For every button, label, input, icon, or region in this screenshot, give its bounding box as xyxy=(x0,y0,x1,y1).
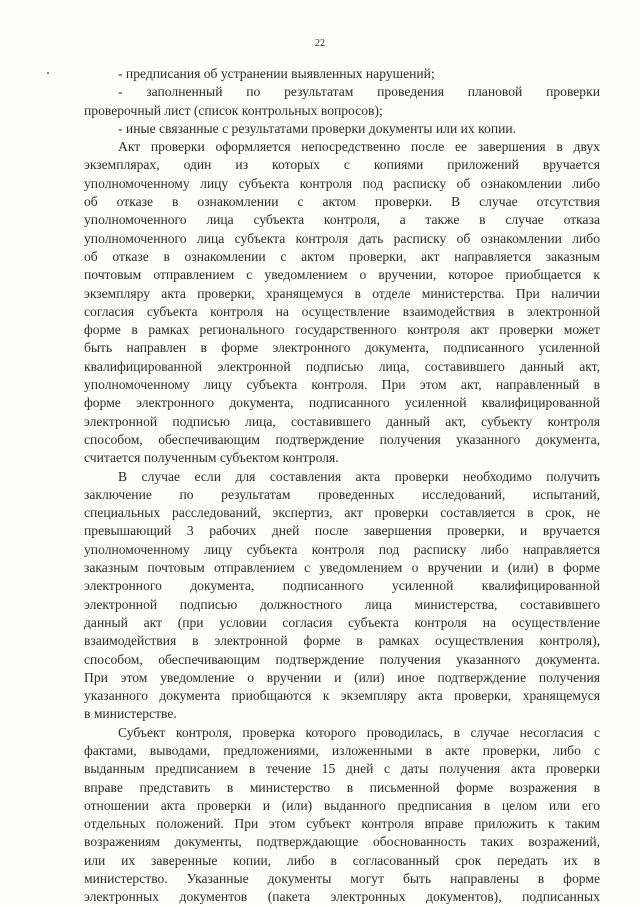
text-line: возражениям документы, подтверждающие обоснованность таких возражений, xyxy=(84,834,600,850)
text-line: уполномоченному лицу субъекта контроля под расписку об ознакомлении либо xyxy=(84,175,600,191)
text-line: электронной подписью должностного лица министерства, составившего xyxy=(84,596,600,612)
text-line: экземплярах, один из которых с копиями приложений вручается xyxy=(84,157,600,173)
text-line: уполномоченного лица субъекта контроля, а также в случае отказа xyxy=(84,212,600,228)
text-line: - иные связанные с результатами проверки документы или их копии. xyxy=(118,120,517,136)
scan-speck xyxy=(47,72,49,74)
text-line: способом, обеспечивающим подтверждение получения указанного документа. xyxy=(84,651,600,667)
text-line: - заполненный по результатам проведения плановой проверки xyxy=(118,84,600,100)
text-line: специальных расследований, экспертиз, акт проверки составляется в срок, не xyxy=(84,505,600,521)
text-line: уполномоченному лицу субъекта контроля под расписку либо направляется xyxy=(84,541,600,557)
text-line: об отказе в ознакомлении с актом проверки. В случае отсутствия xyxy=(84,194,600,210)
text-line: взаимодействия в электронной форме в рамках осуществления контроля), xyxy=(84,633,600,649)
text-line: данный акт (при условии согласия субъекта контроля на осуществление xyxy=(84,614,600,630)
text-line: об отказе в ознакомлении с актом проверки, акт направляется заказным xyxy=(84,248,600,264)
text-line: форме в рамках регионального государственного контроля акт проверки может xyxy=(84,322,600,338)
text-line: быть направлен в форме электронного документа, подписанного усиленной xyxy=(84,340,600,356)
text-line: квалифицированной электронной подписью лица, составившего данный акт, xyxy=(84,358,600,374)
text-line: При этом уведомление о вручении и (или) иное подтверждение получения xyxy=(84,669,600,685)
text-line: или их заверенные копии, либо в согласованный срок передать их в xyxy=(84,852,600,868)
text-line: фактами, выводами, предложениями, изложенными в акте проверки, либо с xyxy=(84,742,600,758)
text-line: способом, обеспечивающим подтверждение получения указанного документа, xyxy=(84,431,600,447)
text-line: согласия субъекта контроля на осуществление взаимодействия в электронной xyxy=(84,303,600,319)
text-line: уполномоченного лица субъекта контроля дать расписку об ознакомлении либо xyxy=(84,230,600,246)
text-line: экземпляру акта проверки, хранящемуся в отделе министерства. При наличии xyxy=(84,285,600,301)
page-number: 22 xyxy=(315,38,325,49)
text-line: В случае если для составления акта проверки необходимо получить xyxy=(118,468,600,484)
text-line: проверочный лист (список контрольных вопросов); xyxy=(84,102,383,118)
text-line: отношении акта проверки и (или) выданного предписания в целом или его xyxy=(84,797,600,813)
text-line: - предписания об устранении выявленных нарушений; xyxy=(118,66,435,81)
text-line: заключение по результатам проведенных исследований, испытаний, xyxy=(84,486,600,502)
text-line: выданным предписанием в течение 15 дней с даты получения акта проверки xyxy=(84,761,600,777)
text-line: уполномоченному лицу субъекта контроля. При этом акт, направленный в xyxy=(84,377,600,393)
text-line: в министерстве. xyxy=(84,706,177,722)
text-line: заказным почтовым отправлением с уведомлением о вручении и (или) в форме xyxy=(84,560,600,576)
text-line: электронной подписью лица, составившего данный акт, субъекту контроля xyxy=(84,413,600,429)
text-line: министерство. Указанные документы могут быть направлены в форме xyxy=(84,871,600,887)
text-line: превышающий 3 рабочих дней после завершения проверки, и вручается xyxy=(84,523,600,539)
text-line: указанного документа приобщаются к экземпляру акта проверки, хранящемуся xyxy=(84,688,600,704)
text-line: вправе представить в министерство в письменной форме возражения в xyxy=(84,779,600,795)
text-line: форме электронного документа, подписанного усиленной квалифицированной xyxy=(84,395,600,411)
text-line: электронного документа, подписанного усиленной квалифицированной xyxy=(84,578,600,594)
text-line: почтовым отправлением с уведомлением о вручении, которое приобщается к xyxy=(84,267,600,283)
text-line: отдельных положений. При этом субъект контроля вправе приложить к таким xyxy=(84,816,600,832)
text-line: Субъект контроля, проверка которого проводилась, в случае несогласия с xyxy=(118,724,600,740)
text-line: считается полученным субъектом контроля. xyxy=(84,450,339,466)
text-line: Акт проверки оформляется непосредственно после ее завершения в двух xyxy=(118,139,600,155)
document-body xyxy=(84,65,600,907)
text-line: электронных документов (пакета электронных документов), подписанных xyxy=(84,889,600,905)
